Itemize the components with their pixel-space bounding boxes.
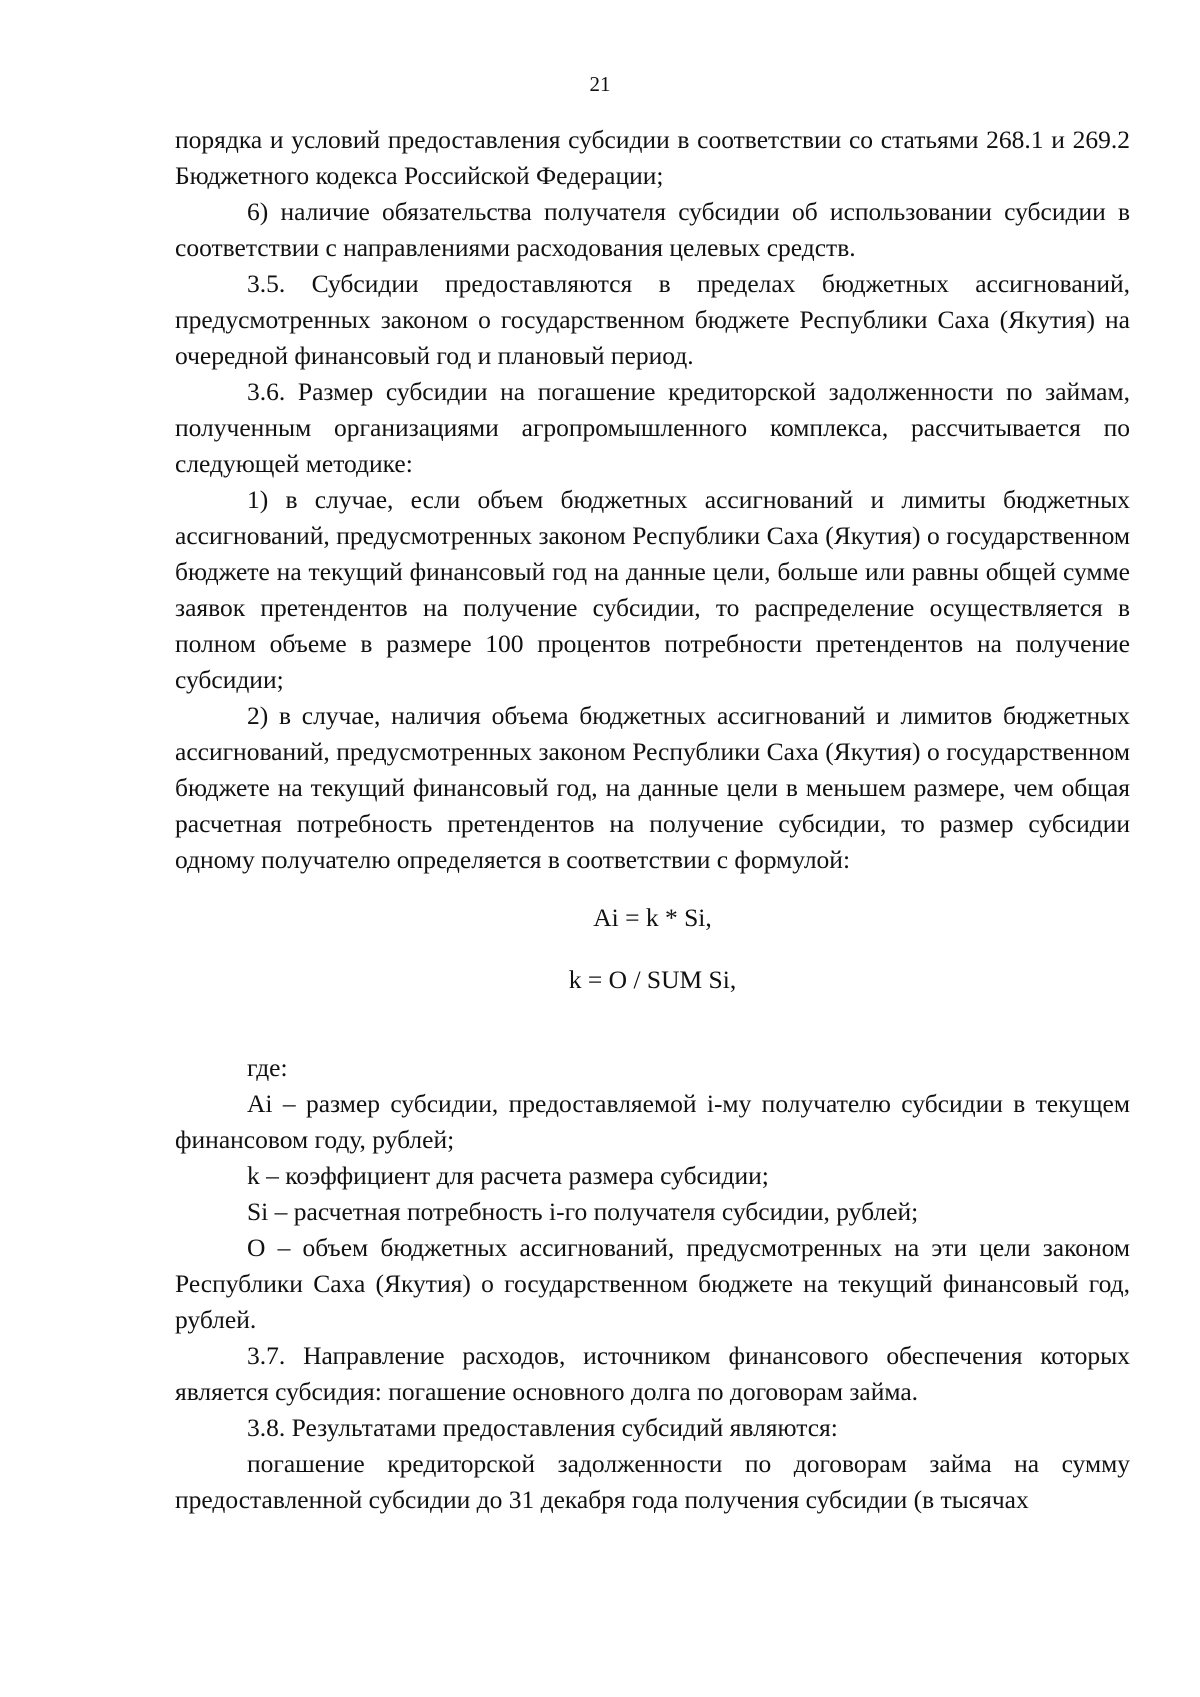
formula-k: k = O / SUM Si, (568, 965, 737, 994)
definition-ai: Ai – размер субсидии, предоставляемой i-му получателю субсидии в текущем финансовом году, рублей; (175, 1089, 1130, 1154)
definition-o: O – объем бюджетных ассигнований, предусмотренных на эти цели законом Республики Саха (Якутия) о государственном бюджете на текущий финансовый год, рублей. (175, 1233, 1130, 1334)
paragraph-where: где: (247, 1053, 288, 1082)
formula-ai: Ai = k * Si, (593, 903, 712, 932)
paragraph-case-2: 2) в случае, наличия объема бюджетных ассигнований и лимитов бюджетных ассигнований, предусмотренных законом Республики Саха (Якутия) о государственном бюджете на текущий финансовый год, на данные цели в меньшем размере, чем общая расчетная потребность претендентов на получение субсидии, то размер субсидии одному получателю определяется в соответствии с формулой: (175, 701, 1130, 874)
definition-si: Si – расчетная потребность i-го получателя субсидии, рублей; (247, 1197, 919, 1226)
paragraph-3-6: 3.6. Размер субсидии на погашение кредиторской задолженности по займам, полученным организациями агропромышленного комплекса, рассчитывается по следующей методике: (175, 377, 1130, 478)
paragraph-item-6: 6) наличие обязательства получателя субсидии об использовании субсидии в соответствии с направлениями расходования целевых средств. (175, 197, 1130, 262)
paragraph-continuation: порядка и условий предоставления субсидии в соответствии со статьями 268.1 и 269.2 Бюджетного кодекса Российской Федерации; (175, 125, 1130, 190)
page-number: 21 (589, 72, 611, 96)
paragraph-3-7: 3.7. Направление расходов, источником финансового обеспечения которых является субсидия: погашение основного долга по договорам займа. (175, 1341, 1130, 1406)
paragraph-3-5: 3.5. Субсидии предоставляются в пределах бюджетных ассигнований, предусмотренных законом о государственном бюджете Республики Саха (Якутия) на очередной финансовый год и плановый период. (175, 269, 1130, 370)
paragraph-3-8: 3.8. Результатами предоставления субсидий являются: (247, 1413, 838, 1442)
paragraph-result: погашение кредиторской задолженности по договорам займа на сумму предоставленной субсидии до 31 декабря года получения субсидии (в тысячах (175, 1449, 1130, 1514)
paragraph-case-1: 1) в случае, если объем бюджетных ассигнований и лимиты бюджетных ассигнований, предусмотренных законом Республики Саха (Якутия) о государственном бюджете на текущий финансовый год на данные цели, больше или равны общей сумме заявок претендентов на получение субсидии, то распределение осуществляется в полном объеме в размере 100 процентов потребности претендентов на получение субсидии; (175, 485, 1130, 694)
document-body (175, 122, 1130, 1518)
definition-k: k – коэффициент для расчета размера субсидии; (247, 1161, 769, 1190)
